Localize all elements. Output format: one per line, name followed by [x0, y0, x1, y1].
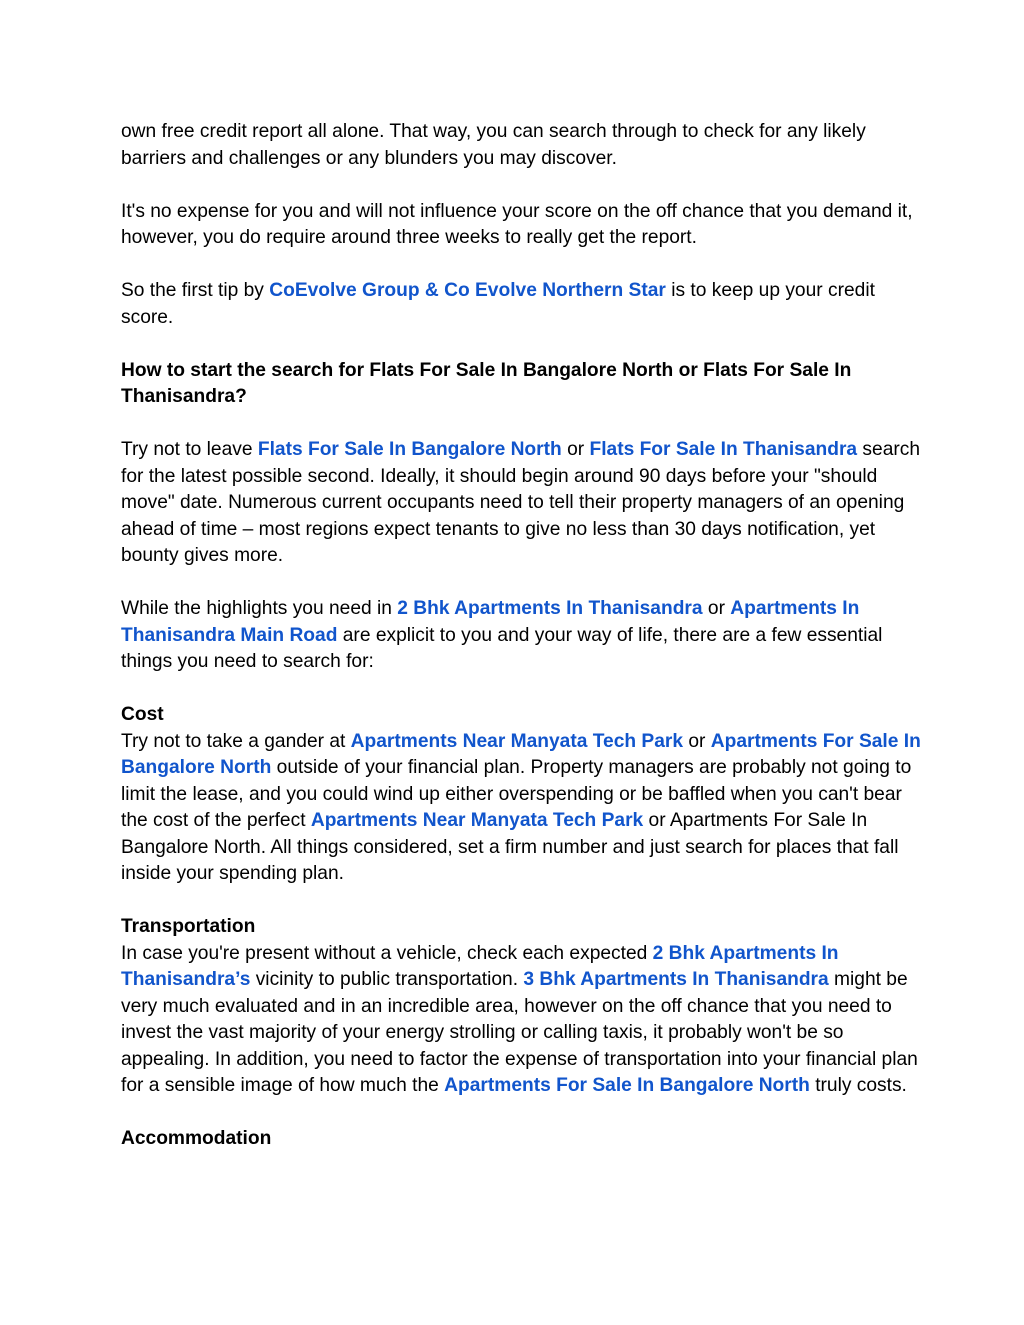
text: truly costs. [809, 1075, 907, 1096]
apartments-sale-bangalore-north-link-2[interactable]: Apartments For Sale In Bangalore North [444, 1075, 810, 1096]
text: vicinity to public transportation. [250, 969, 524, 990]
paragraph-first-tip [121, 278, 921, 331]
text: search for the latest possible second. Ideally, it should begin around 90 days before your "should move" date. Numerous current occupants need to tell their property managers of an opening ahead of time – most regions expect tenants to give no less than 30 days notification, yet bounty gives more. [121, 439, 921, 566]
text: So the first tip by [121, 280, 270, 301]
text: Try not to leave [121, 439, 258, 460]
flats-bangalore-north-link[interactable]: Flats For Sale In Bangalore North [257, 439, 562, 460]
3bhk-thanisandra-link[interactable]: 3 Bhk Apartments In Thanisandra [523, 969, 829, 990]
text: is to keep up your credit score. [121, 280, 875, 328]
heading-cost: Cost [121, 704, 164, 725]
apartments-thanisandra-main-road-link[interactable]: Apartments In Thanisandra Main Road [121, 598, 860, 646]
text: are explicit to you and your way of life, there are a few essential things you need to search for: [121, 624, 883, 672]
text: While the highlights you need in [121, 598, 398, 619]
paragraph-start-search [121, 437, 921, 570]
text: Try not to take a gander at [121, 730, 351, 752]
apartments-manyata-tech-park-link[interactable]: Apartments Near Manyata Tech Park [350, 730, 684, 752]
heading-transportation: Transportation [121, 916, 256, 937]
heading-how-to-start-search: How to start the search for Flats For Sale In Bangalore North or Flats For Sale In Thanisandra? [121, 359, 852, 407]
text: or [683, 730, 711, 752]
paragraph-transportation [121, 941, 921, 1100]
paragraph-highlights [121, 596, 921, 676]
paragraph-credit-report: own free credit report all alone. That way, you can search through to check for any likely barriers and challenges or any blunders you may discover. [121, 121, 866, 169]
heading-accommodation: Accommodation [121, 1128, 272, 1149]
paragraph-cost [121, 729, 921, 888]
text: or [561, 439, 590, 460]
apartments-manyata-tech-park-link-2[interactable]: Apartments Near Manyata Tech Park [310, 810, 644, 831]
document-body [121, 119, 921, 1153]
2bhk-thanisandra-link[interactable]: 2 Bhk Apartments In Thanisandra [397, 598, 703, 619]
text: or [702, 598, 731, 619]
text: or Apartments For Sale In Bangalore North. All things considered, set a firm number and just search for places that fall inside your spending plan. [121, 810, 899, 884]
text: In case you're present without a vehicle, check each expected [121, 942, 653, 964]
apartments-sale-bangalore-north-link[interactable]: Apartments For Sale In Bangalore North [121, 730, 921, 778]
2bhk-thanisandras-link[interactable]: 2 Bhk Apartments In Thanisandra’s [121, 942, 839, 990]
text: outside of your financial plan. Property managers are probably not going to limit the lease, and you could wind up either overspending or be baffled when you can't bear the cost of the perfect [121, 757, 912, 831]
text: might be very much evaluated and in an incredible area, however on the off chance that you need to invest the vast majority of your energy strolling or calling taxis, it probably won't be so appealing. In addition, you need to factor the expense of transportation into your financial plan for a sensible image of how much the [121, 969, 918, 1096]
coevolve-link[interactable]: CoEvolve Group & Co Evolve Northern Star [269, 280, 666, 301]
flats-thanisandra-link[interactable]: Flats For Sale In Thanisandra [589, 439, 858, 460]
paragraph-no-expense: It's no expense for you and will not influence your score on the off chance that you demand it, however, you do require around three weeks to really get the report. [121, 200, 913, 248]
